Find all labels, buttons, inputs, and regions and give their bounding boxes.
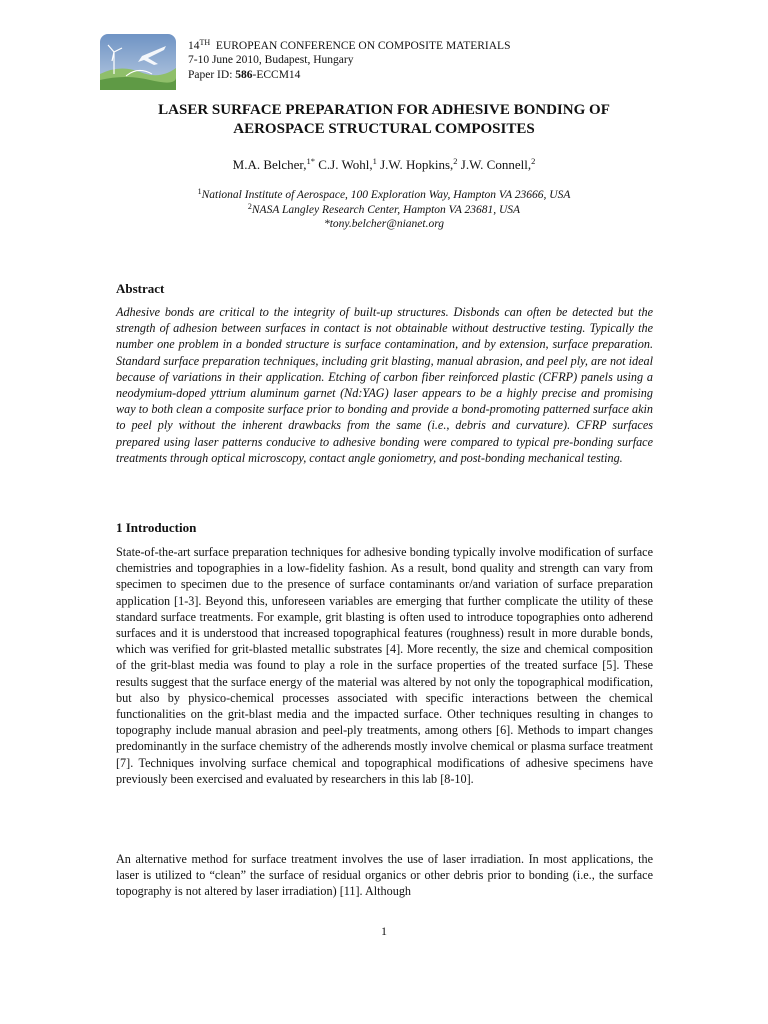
author-affiliation-mark: 2 [531, 156, 536, 166]
author-affiliation-mark: 2 [453, 156, 458, 166]
abstract-heading: Abstract [116, 281, 165, 296]
author-list [110, 157, 658, 173]
introduction-paragraph: An alternative method for surface treatment involves the use of laser irradiation. In most applications, the laser is utilized to “clean” the surface of residual organics or other debris prior to bonding (i.e., the surface topography is not altered by laser irradiation) [11]. Although [116, 852, 653, 899]
affiliation-text: National Institute of Aerospace, 100 Exploration Way, Hampton VA 23666, USA [201, 189, 571, 201]
affiliation-mark: 2 [247, 201, 252, 211]
paper-id-number: 586 [235, 69, 253, 81]
author-name: J.W. Connell, [460, 157, 532, 172]
affiliation-list [110, 188, 658, 232]
title-line: AEROSPACE STRUCTURAL COMPOSITES [233, 121, 535, 137]
introduction-heading: 1 Introduction [116, 520, 197, 535]
corresponding-email: *tony.belcher@nianet.org [323, 218, 445, 230]
paper-id-suffix: -ECCM14 [252, 69, 301, 81]
conference-header [188, 39, 510, 67]
affiliation-line [110, 188, 658, 203]
conference-name: EUROPEAN CONFERENCE ON COMPOSITE MATERIALS [215, 40, 511, 52]
author-name: M.A. Belcher, [232, 157, 307, 172]
affiliation-line [110, 203, 658, 218]
conference-logo [100, 34, 176, 90]
abstract-body: Adhesive bonds are critical to the integrity of built-up structures. Disbonds can often be detected but the strength of adhesion between surfaces in contact is not obtainable without destructive testing. Typically the number one problem in a bonded structure is surface contamination, and by extension, surface preparation. Standard surface preparation techniques, including grit blasting, manual abrasion, and peel ply, are not ideal because of variations in their application. Etching of carbon fiber reinforced plastic (CFRP) panels using a neodymium-doped yttrium aluminum garnet (Nd:YAG) laser appears to be a highly precise and promising way to both clean a composite surface prior to bonding and provide a bond-promoting patterned surface akin to peel ply without the inherent drawbacks from the same (i.e., debris and curvature). CFRP surfaces prepared using laser patterns conducive to adhesive bonding were compared to typical pre-bonding surface treatments through optical microscopy, contact angle goniometry, and post-bonding mechanical testing. [116, 305, 653, 465]
paper-id [188, 69, 300, 81]
introduction-paragraph: State-of-the-art surface preparation techniques for adhesive bonding typically involve modification of surface chemistries and topographies in a low-fidelity fashion. As a result, bond quality and strength can vary from specimen to specimen due to the presence of surface contaminants or/and variation of surface preparation application [1-3]. Beyond this, unforeseen variables are emerging that further complicate the utility of these standard surface treatments. For example, grit blasting is often used to introduce topographies onto adherend surfaces and it is understood that increased topographical features (roughness) result in more durable bonds, which was verified for grit-blasted metallic substrates [4]. More recently, the size and chemical composition of the grit-blast media was found to play a role in the surface properties of the treated surface [5]. These results suggest that the surface energy of the material was altered by not only the topographical modification, but also by physico-chemical processes associated with specific interactions between the chemical functionalities on the grit-blast media and the impacted surface. Other techniques resulting in changes to topography include manual abrasion and peel-ply treatments, among others [6]. Methods to impart changes predominantly in the surface chemistry of the adherends mostly involve chemical or plasma surface treatment [7]. Techniques involving surface chemical and topographical modifications of adhesive specimens have previously been exercised and evaluated by researchers in this lab [8-10]. [116, 545, 653, 786]
conference-ordinal-suffix: TH [199, 38, 211, 47]
paper-title [110, 101, 658, 139]
author-affiliation-mark: 1 [372, 156, 377, 166]
author-affiliation-mark: 1* [306, 156, 315, 166]
conference-dates: 7-10 June 2010, Budapest, Hungary [188, 54, 354, 66]
conference-title-line [188, 39, 510, 53]
affiliation-mark: 1 [197, 187, 202, 196]
author-name: J.W. Hopkins, [380, 157, 454, 172]
affiliation-text: NASA Langley Research Center, Hampton VA 23681, USA [251, 203, 521, 216]
conference-ordinal: 14 [188, 40, 200, 52]
title-line: LASER SURFACE PREPARATION FOR ADHESIVE BONDING OF [158, 102, 610, 118]
paper-id-label: Paper ID: [188, 69, 236, 81]
author-name: C.J. Wohl, [318, 157, 373, 172]
page-number: 1 [381, 924, 387, 938]
